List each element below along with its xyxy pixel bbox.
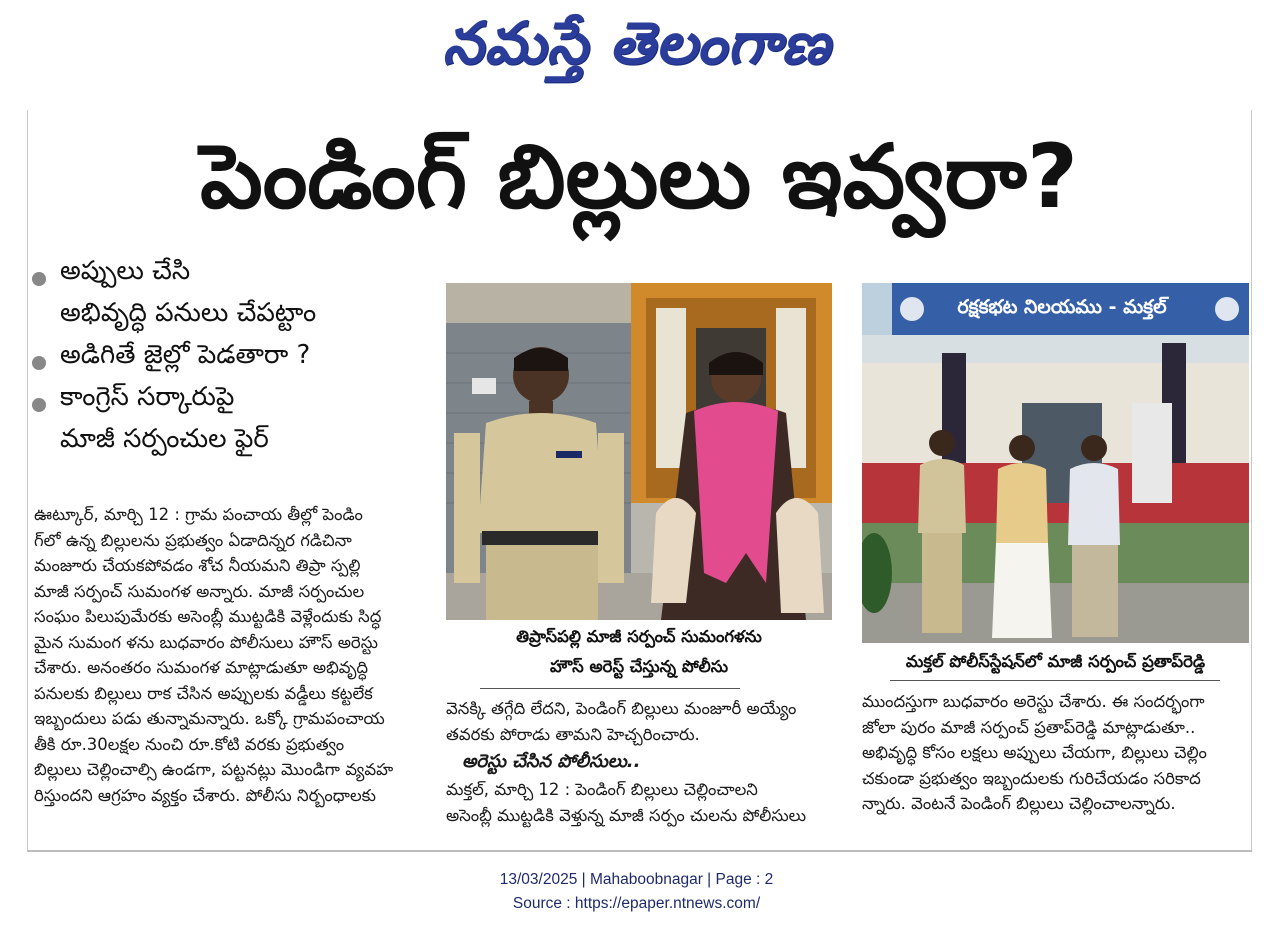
bullet-line: అడిగితే జైల్లో పెడతారా ? [60, 340, 311, 370]
text-line: ఊట్కూర్, మార్చి 12 : గ్రామ పంచాయ తీల్లో పెండిం [34, 505, 363, 524]
article-column-2 [446, 696, 834, 828]
photo-caption-1 [446, 622, 832, 682]
caption-line: మక్తల్ పోలీస్‌స్టేషన్‌లో మాజీ సర్పంచ్ ప్రతాప్‌రెడ్డి [905, 652, 1206, 671]
text-line: గ్‌లో ఉన్న బిల్లులను ప్రభుత్వం ఏడాదిన్నర గడిచినా [34, 530, 352, 550]
bullet-icon [32, 356, 46, 370]
text-line: వెనక్కి తగ్గేది లేదని, పెండింగ్ బిల్లులు మంజూరీ అయ్యేం [446, 699, 797, 718]
bullet-icon [32, 398, 46, 412]
text-line: ఇబ్బందులు పడు తున్నామన్నారు. ఒక్కో గ్రామపంచాయ [34, 709, 385, 728]
bullet-item [28, 376, 428, 460]
photo-house-arrest [446, 283, 832, 620]
article-column-3 [862, 689, 1250, 817]
bullet-line: అభివృద్ధి పనులు చేపట్టాం [60, 298, 317, 328]
bullet-item [28, 334, 428, 376]
bullet-icon [32, 272, 46, 286]
bullet-line: మాజీ సర్పంచుల ఫైర్ [60, 424, 269, 454]
text-line: రిస్తుందని ఆగ్రహం వ్యక్తం చేశారు. పోలీసు నిర్బంధాలకు [34, 785, 376, 805]
photo-police-station-image [862, 283, 1249, 643]
text-line: సంఘం పిలుపుమేరకు అసెంబ్లీ ముట్టడికి వెళ్లేందుకు సిద్ధ [34, 607, 382, 626]
headline: పెండింగ్ బిల్లులు ఇవ్వరా? [200, 125, 1078, 228]
text-line: తవరకు పోరాడు తామని హెచ్చరించారు. [446, 724, 700, 744]
text-line: ముందస్తుగా బుధవారం అరెస్టు చేశారు. ఈ సందర్భంగా [862, 692, 1205, 711]
masthead [0, 0, 1273, 100]
photo-police-station [862, 283, 1249, 643]
text-line: మాజీ సర్పంచ్ సుమంగళ అన్నారు. మాజీ సర్పంచుల [34, 581, 365, 601]
sign-text: రక్షకభట నిలయము - మక్తల్ [957, 296, 1167, 318]
footer-source-link[interactable]: Source : https://epaper.ntnews.com/ [512, 895, 761, 912]
bottom-rule [27, 850, 1252, 852]
text-line: బిల్లులు చెల్లించాల్సి ఉండగా, పట్టనట్లు మొండిగా వ్యవహ [34, 760, 394, 779]
caption-rule [480, 688, 740, 689]
text-line: చకుండా ప్రభుత్వం ఇబ్బందులకు గురిచేయడం సరికాద [862, 768, 1201, 788]
masthead-logo: నమస్తే తెలంగాణ [442, 8, 831, 77]
text-line: అభివృద్ధి కోసం లక్షలు అప్పులు చేయగా, బిల్లులు చెల్లిం [862, 743, 1207, 762]
text-line: పనులకు బిల్లులు రాక చేసిన అప్పులకు వడ్డీలు కట్టలేక [34, 683, 373, 703]
footer [0, 868, 1273, 916]
caption-line: హౌస్ అరెస్ట్ చేస్తున్న పోలీసు [549, 657, 729, 676]
bullet-line: అప్పులు చేసి [60, 256, 191, 286]
bullet-item [28, 250, 428, 334]
text-line: జోలా పురం మాజీ సర్పంచ్ ప్రతాప్‌రెడ్డి మాట్లాడుతూ.. [862, 717, 1196, 737]
caption-line: తిప్రాస్‌పల్లి మాజీ సర్పంచ్ సుమంగళను [516, 627, 762, 646]
text-line: న్నారు. వెంటనే పెండింగ్ బిల్లులు చెల్లించాలన్నారు. [862, 794, 1176, 813]
footer-date-edition: 13/03/2025 | Mahaboobnagar | Page : 2 [499, 871, 774, 888]
subheading: అరెస్టు చేసిన పోలీసులు.. [462, 751, 641, 772]
caption-rule [890, 680, 1220, 681]
text-line: మక్తల్, మార్చి 12 : పెండింగ్ బిల్లులు చెల్లించాలని [446, 780, 758, 799]
article-column-1 [34, 502, 422, 808]
bullet-line: కాంగ్రెస్ సర్కారుపై [60, 382, 235, 412]
text-line: చేశారు. అనంతరం సుమంగళ మాట్లాడుతూ అభివృద్ధి [34, 658, 369, 677]
photo-caption-2 [862, 647, 1249, 677]
bullet-list [28, 250, 428, 460]
text-line: అసెంబ్లీ ముట్టడికి వెళ్తున్న మాజీ సర్పం చులను పోలీసులు [446, 805, 807, 825]
photo-house-arrest-image [446, 283, 832, 620]
text-line: తీకి రూ.30లక్షల నుంచి రూ.కోటి వరకు ప్రభుత్వం [34, 734, 345, 754]
text-line: మైన సుమంగ ళను బుధవారం పోలీసులు హౌస్ అరెస్టు [34, 632, 378, 652]
text-line: మంజూరు చేయకపోవడం శోచ నీయమని తిప్రా స్పల్లి [34, 556, 361, 575]
right-rule [1251, 110, 1252, 850]
